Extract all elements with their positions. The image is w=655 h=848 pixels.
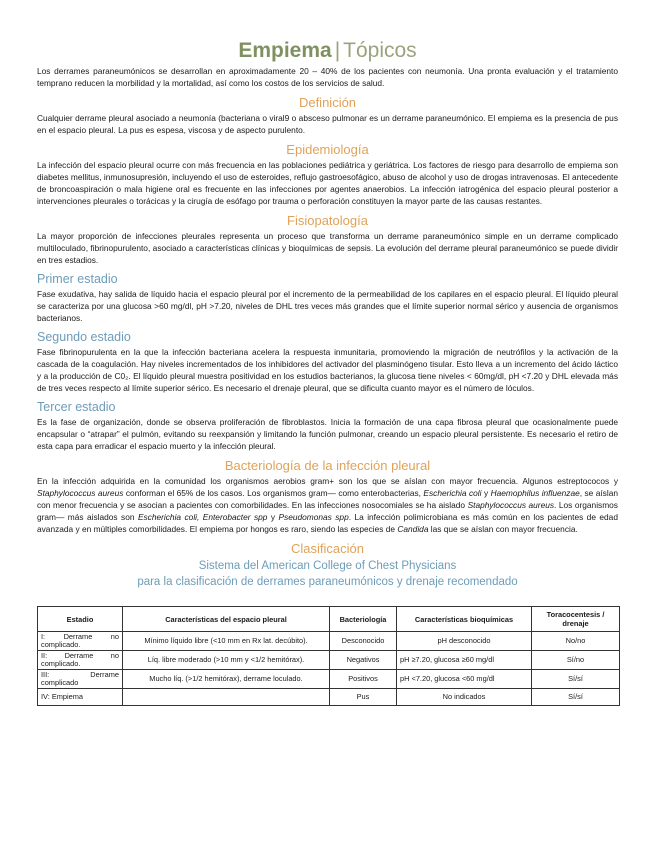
header-bacteriologia: Bacteriología — [330, 607, 397, 632]
primer-estadio-paragraph: Fase exudativa, hay salida de líquido hacia el espacio pleural por el incremento de la permeabilidad de los capilares en el espacio pleural. El líquido pleural se caracteriza por una glucosa >60 mg/dl, pH >7.20, niveles de DHL tres veces más grandes que el límite superior normal sérico y ausencia de organismos bacterianos. — [37, 289, 618, 323]
table-row — [38, 651, 620, 670]
title-sub: Tópicos — [343, 39, 417, 62]
heading-epidemiologia: Epidemiología — [286, 142, 369, 157]
cell-toracocentesis: No/no — [532, 632, 620, 651]
table-header-row — [38, 607, 620, 632]
cell-estadio: II: Derrame no complicado. — [38, 651, 123, 670]
heading-definicion: Definición — [298, 95, 357, 110]
clasificacion-subheading-2: para la clasificación de derrames paraneumónicos y drenaje recomendado — [137, 576, 518, 588]
segundo-estadio-paragraph: Fase fibrinopurulenta en la que la infección bacteriana acelera la respuesta inmunitaria, promoviendo la migración de neutrófilos y la activación de la cascada de la coagulación. Hay niveles incrementados de los inhibidores del activador del plasminógeno tisular. Esto lleva a un incremento del ácido láctico y a la producción de C0₂. El líquido pleural muestra positividad en los estudios bacterianos, la glucosa tiene niveles < 60mg/dl, pH <7.20 y DHL elevada más de tres veces respecto al límite superior sérico. Es necesario el drenaje pleural, que se dificulta cuanto mayor es el número de lóculos. — [37, 347, 618, 393]
table-row — [38, 670, 620, 689]
header-estadio: Estadio — [38, 607, 123, 632]
bact-text-7: . La infección polimicrobiana es más común en los pacientes de edad avanzada y en múltiples comorbilidades. El empiema por hongos es raro, siendo las especies de — [37, 512, 618, 534]
bact-text-4: , se aíslan con menor frecuencia y se asocian a pacientes con comorbilidades. En las infecciones nosocomiales se ha aislado — [37, 488, 618, 510]
cell-bacteriologia: Desconocido — [330, 632, 397, 651]
definicion-paragraph: Cualquier derrame pleural asociado a neumonía (bacteriana o viral9 o absceso pulmonar es un derrame paraneumónico. El empiema es la presencia de pus en el espacio pleural. La pus es espesa, viscosa y de aspecto purulento. — [37, 113, 618, 135]
cell-estadio: I: Derrame no complicado. — [38, 632, 123, 651]
table-row — [38, 689, 620, 706]
cell-caracteristicas: Mínimo líquido libre (<10 mm en Rx lat. decúbito). — [123, 632, 330, 651]
title-main: Empiema — [238, 39, 332, 62]
cell-caracteristicas: Mucho líq. (>1/2 hemitórax), derrame loculado. — [123, 670, 330, 689]
bact-organism-7: Candida — [397, 524, 429, 534]
heading-segundo-estadio: Segundo estadio — [37, 330, 131, 344]
header-bioquimicas: Características bioquímicas — [397, 607, 532, 632]
bacteriologia-paragraph — [37, 475, 618, 535]
bact-text-8: las que se aíslan con mayor frecuencia. — [428, 524, 578, 534]
bact-text-6: y — [267, 512, 279, 522]
cell-caracteristicas — [123, 689, 330, 706]
cell-bioquimicas: pH <7.20, glucosa <60 mg/dl — [397, 670, 532, 689]
cell-bioquimicas: pH desconocido — [397, 632, 532, 651]
fisiopatologia-paragraph: La mayor proporción de infecciones pleurales representa un proceso que transforma un derrame paraneumónico simple en un derrame complicado multiloculado, fibrinopurulento, asociado a características clínicas y bioquímicas de sepsis. La evolución del derrame pleural paraneumónico se puede dividir en tres estadios. — [37, 231, 618, 265]
intro-paragraph: Los derrames paraneumónicos se desarrollan en aproximadamente 20 – 40% de los pacientes con neumonía. Una pronta evaluación y el tratamiento temprano reducen la morbilidad y la mortalidad, así como los costos de los servicios de salud. — [37, 66, 618, 88]
bact-organism-6: Pseudomonas spp — [278, 512, 349, 522]
table-row — [38, 632, 620, 651]
heading-fisiopatologia: Fisiopatología — [287, 213, 368, 228]
cell-toracocentesis: Sí/no — [532, 651, 620, 670]
heading-tercer-estadio: Tercer estadio — [37, 400, 116, 414]
cell-toracocentesis: Sí/sí — [532, 689, 620, 706]
bact-organism-4: Staphylococcus aureus — [467, 500, 555, 510]
cell-bacteriologia: Negativos — [330, 651, 397, 670]
epidemiologia-paragraph: La infección del espacio pleural ocurre con más frecuencia en las poblaciones pediátrica y geriátrica. Los factores de riesgo para desarrollo de empiema son diabetes mellitus, inmunosupresión, incluyendo el uso de esteroides, reflujo gastroesofágico, abuso de alcohol y uso de drogas intravenosas. El antecedente de broncoaspiración o mala higiene oral es frecuente en las infecciones por agentes anaerobios. La infección iatrogénica del espacio pleural posterior a intervenciones pleurales o torácicas y la cirugía de esófago por trauma o perforación constituyen la mayor parte de las causas restantes. — [37, 160, 618, 206]
cell-bacteriologia: Positivos — [330, 670, 397, 689]
title-separator: | — [334, 39, 341, 62]
cell-caracteristicas: Líq. libre moderado (>10 mm y <1/2 hemitórax). — [123, 651, 330, 670]
classification-table — [37, 606, 620, 706]
heading-primer-estadio: Primer estadio — [37, 272, 118, 286]
cell-bacteriologia: Pus — [330, 689, 397, 706]
bact-organism-3: Haemophilus influenzae — [490, 488, 580, 498]
cell-bioquimicas: pH ≥7.20, glucosa ≥60 mg/dl — [397, 651, 532, 670]
tercer-estadio-paragraph: Es la fase de organización, donde se observa proliferación de fibroblastos. Inicia la formación de una capa fibrosa pleural que ocasionalmente puede encapsular o “atrapar” el pulmón, evitando su reexpansión y limitando la función pulmonar, creando un espacio pleural persistente. Es necesario el retiro de esta capa para erradicar el espacio muerto y la infección pleural. — [37, 417, 618, 451]
bact-organism-2: Escherichia coli — [423, 488, 482, 498]
bact-text-3: y — [481, 488, 491, 498]
bact-text-5: . Los organismos gram— más aislados son — [37, 500, 618, 522]
heading-bacteriologia: Bacteriología de la infección pleural — [224, 458, 431, 473]
cell-toracocentesis: Sí/sí — [532, 670, 620, 689]
clasificacion-subheading-1: Sistema del American College of Chest Physicians — [198, 560, 457, 572]
cell-estadio: III: Derrame complicado — [38, 670, 123, 689]
heading-clasificacion: Clasificación — [291, 541, 364, 556]
bact-text-2: conforman el 65% de los casos. Los organismos gram— como enterobacterias, — [123, 488, 424, 498]
cell-bioquimicas: No indicados — [397, 689, 532, 706]
bact-organism-1: Staphylococcus aureus — [37, 488, 124, 498]
page-title — [37, 38, 618, 64]
header-toracocentesis: Toracocentesis / drenaje — [532, 607, 620, 632]
header-caracteristicas: Características del espacio pleural — [123, 607, 330, 632]
bact-text-1: En la infección adquirida en la comunidad los organismos aerobios gram+ son los que se aíslan con mayor frecuencia. Algunos estreptococos y — [37, 476, 618, 486]
cell-estadio: IV: Empiema — [38, 689, 123, 706]
bact-organism-5: Escherichia coli, Enterobacter spp — [137, 512, 268, 522]
